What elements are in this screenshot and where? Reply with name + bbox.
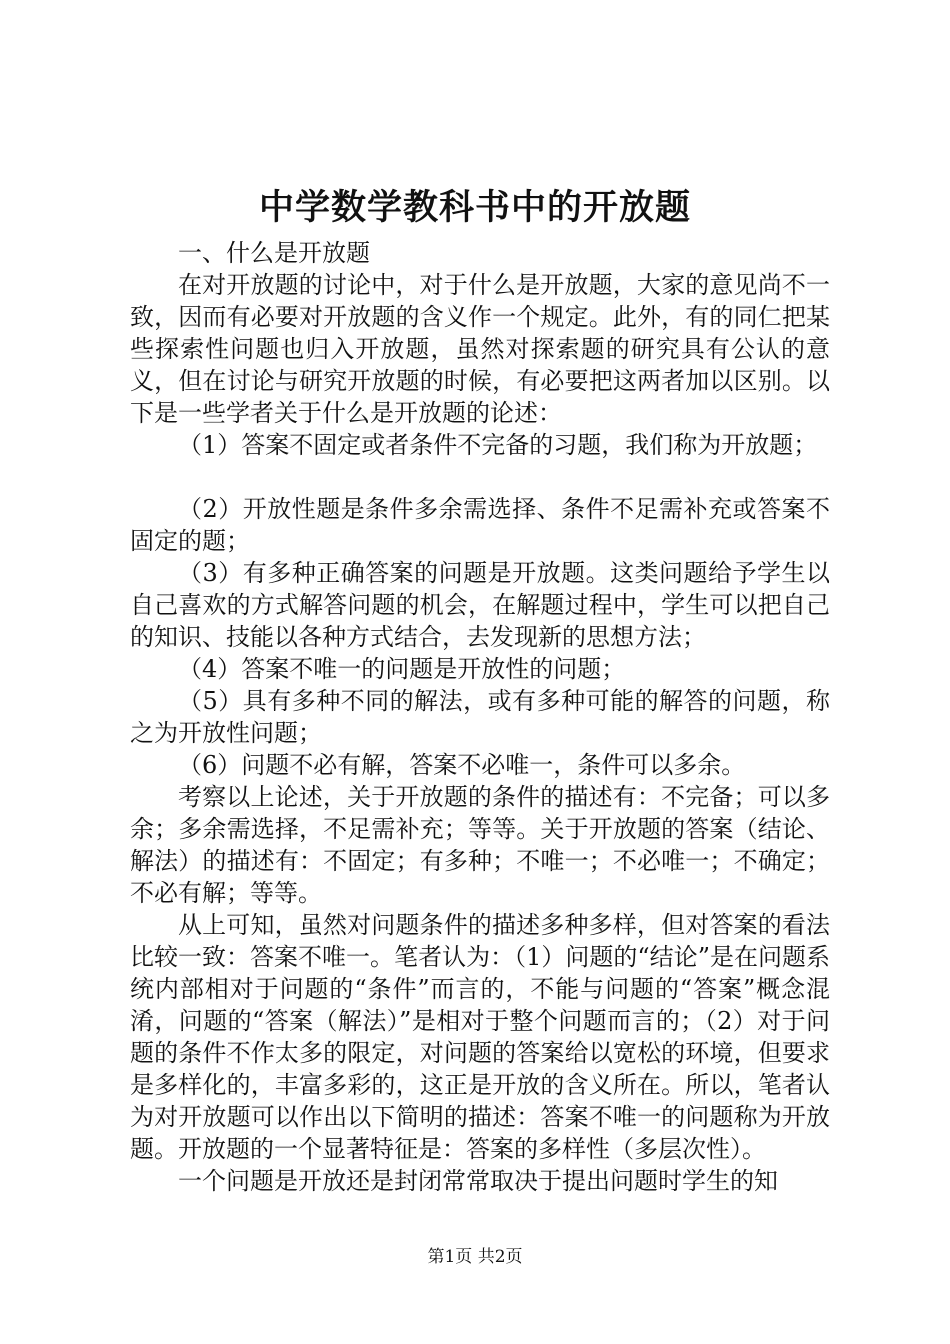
paragraph: 一个问题是开放还是封闭常常取决于提出问题时学生的知 [178,1167,778,1195]
paragraph: 考察以上论述，关于开放题的条件的描述有：不完备；可以多余；多余需选择，不足需补充；等等。关于开放题的答案（结论、解法）的描述有：不固定；有多种；不唯一；不必唯一；不确定；不必有解；等等。 [130,783,830,907]
document-body [130,237,830,1197]
list-item: （6）问题不必有解，答案不必唯一，条件可以多余。 [178,751,746,779]
section-heading: 一、什么是开放题 [178,239,370,267]
paragraph: 从上可知，虽然对问题条件的描述多种多样，但对答案的看法比较一致：答案不唯一。笔者认为：（1）问题的“结论”是在问题系统内部相对于问题的“条件”而言的，不能与问题的“答案”概念混淆，问题的“答案（解法）”是相对于整个问题而言的；（2）对于问题的条件不作太多的限定，对问题的答案给以宽松的环境，但要求是多样化的，丰富多彩的，这正是开放的含义所在。所以，笔者认为对开放题可以作出以下简明的描述：答案不唯一的问题称为开放题。开放题的一个显著特征是：答案的多样性（多层次性）。 [130,911,830,1163]
paragraph: 在对开放题的讨论中，对于什么是开放题，大家的意见尚不一致，因而有必要对开放题的含义作一个规定。此外，有的同仁把某些探索性问题也归入开放题，虽然对探索题的研究具有公认的意义，但在讨论与研究开放题的时候，有必要把这两者加以区别。以下是一些学者关于什么是开放题的论述： [130,271,830,427]
page-number-footer: 第1页 共2页 [427,1247,523,1267]
document-title: 中学数学教科书中的开放题 [258,187,691,228]
list-item: （5）具有多种不同的解法，或有多种可能的解答的问题，称之为开放性问题； [130,687,830,747]
list-item: （2）开放性题是条件多余需选择、条件不足需补充或答案不固定的题； [130,495,830,555]
list-item: （4）答案不唯一的问题是开放性的问题； [178,655,626,683]
list-item: （3）有多种正确答案的问题是开放题。这类问题给予学生以自己喜欢的方式解答问题的机会，在解题过程中，学生可以把自己的知识、技能以各种方式结合，去发现新的思想方法； [130,559,830,651]
list-item: （1）答案不固定或者条件不完备的习题，我们称为开放题； [178,431,818,459]
